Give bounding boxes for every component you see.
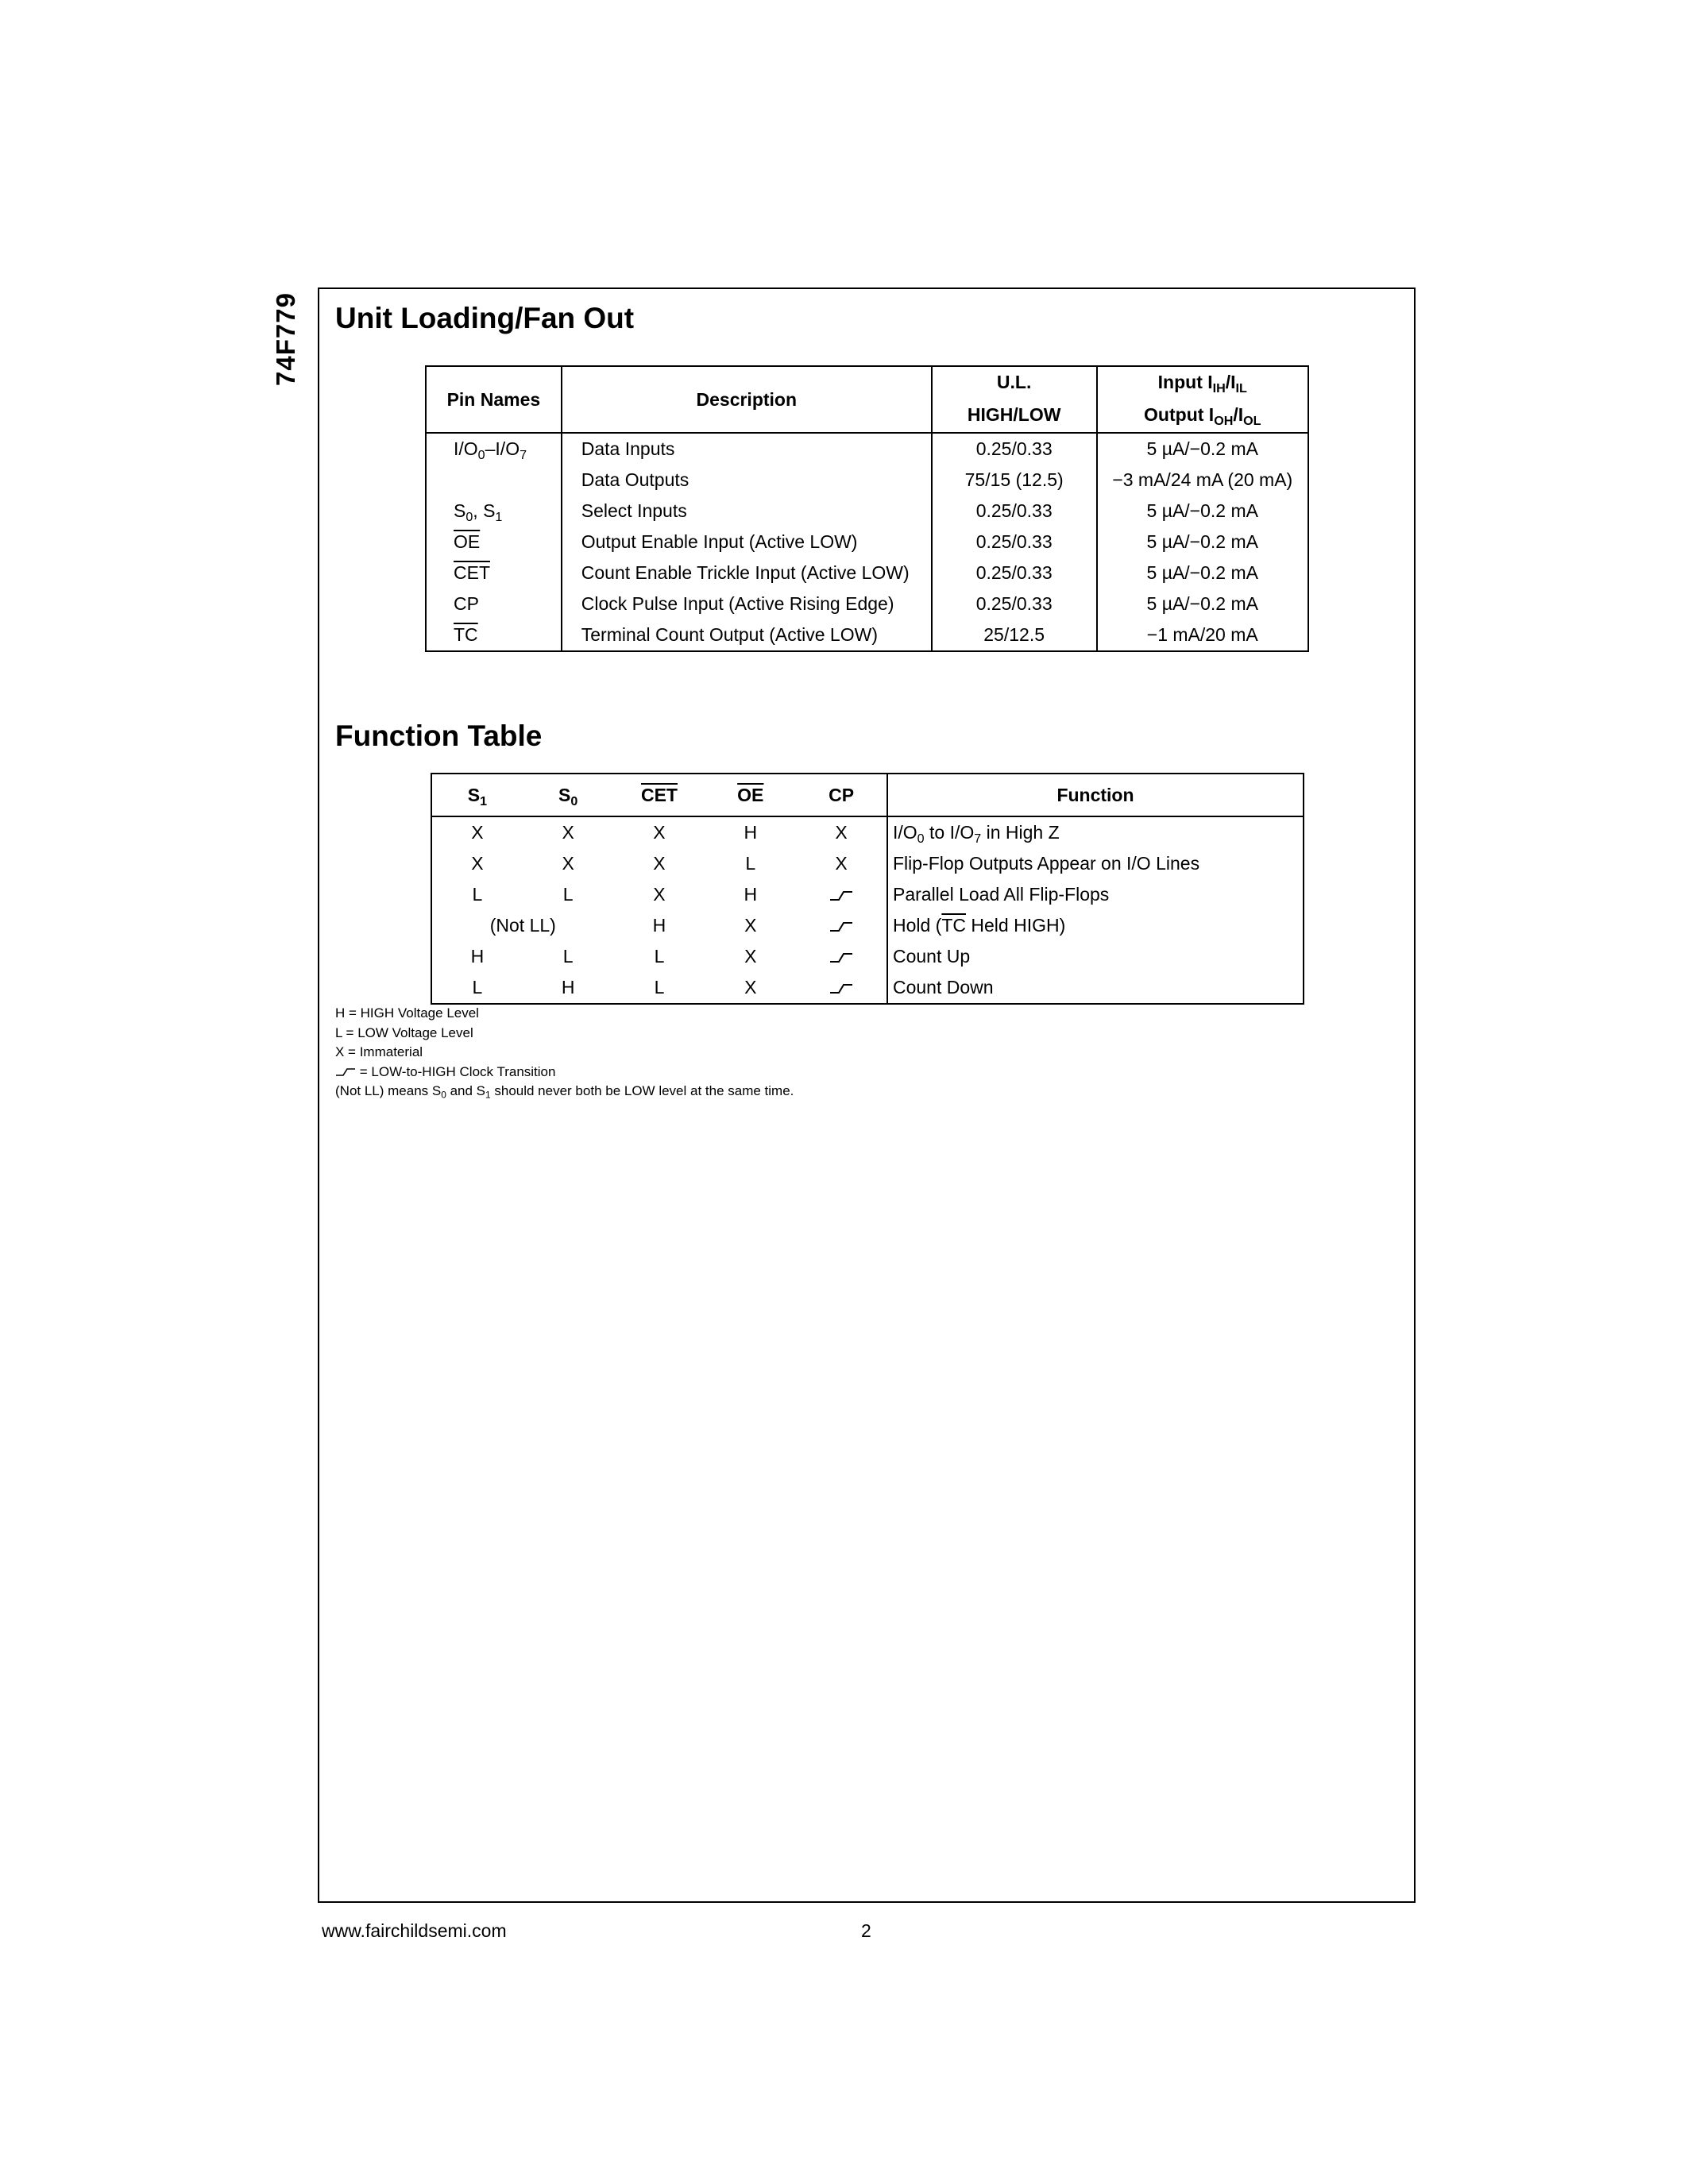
table-row xyxy=(431,879,1304,910)
cp-cell xyxy=(796,879,887,910)
unit-loading-table xyxy=(425,365,1309,652)
table-row xyxy=(426,433,1308,465)
header-output-current: Output $I_{OH}/I_{OL}$ xyxy=(1097,398,1308,433)
pin-description: Clock Pulse Input (Active Rising Edge) xyxy=(562,588,932,619)
table-row xyxy=(426,558,1308,588)
header-function: Function xyxy=(887,774,1304,816)
note-not-ll: (Not LL) means $S_0$ and $S_1$ should never both be LOW level at the same time. xyxy=(335,1083,794,1101)
note-high: H = HIGH Voltage Level xyxy=(335,1005,479,1021)
s1-s0-cell: (Not LL) xyxy=(489,915,556,936)
part-number: 74F779 xyxy=(271,292,300,386)
rising-edge-icon xyxy=(829,952,853,963)
function-table xyxy=(431,773,1304,1005)
note-immaterial: X = Immaterial xyxy=(335,1044,423,1059)
pin-description: Output Enable Input (Active LOW) xyxy=(562,527,932,558)
ul-value: 25/12.5 xyxy=(932,619,1097,651)
pin-description: Data Outputs xyxy=(562,465,932,496)
s1-cell: L xyxy=(472,977,483,997)
s0-cell: X xyxy=(562,822,574,843)
function-cell: Parallel Load All Flip-Flops xyxy=(887,879,1304,910)
header-pin-names: Pin Names xyxy=(426,366,562,433)
current-value: 5 µA/−0.2 mA xyxy=(1097,433,1308,465)
ul-value: 0.25/0.33 xyxy=(932,588,1097,619)
s1-cell: X xyxy=(471,853,484,874)
rising-edge-icon xyxy=(829,983,853,994)
cp-cell xyxy=(796,941,887,972)
table-row xyxy=(431,910,1304,941)
function-cell: Count Up xyxy=(887,941,1304,972)
table-row xyxy=(426,619,1308,651)
header-ul: U.L. xyxy=(932,366,1097,398)
pin-name: $I/O_0-I/O_7$ xyxy=(454,438,527,462)
s0-cell: X xyxy=(562,853,574,874)
header-description: Description xyxy=(562,366,932,433)
oe-cell: X xyxy=(744,977,757,997)
function-cell: $I/O_0$ to $I/O_7$ in High Z xyxy=(887,816,1304,848)
s1-cell: L xyxy=(472,884,483,905)
function-cell: Hold ($\overline{TC}$ Held HIGH) xyxy=(887,910,1304,941)
function-table-notes xyxy=(335,1004,794,1102)
footer-url[interactable]: www.fairchildsemi.com xyxy=(322,1920,507,1941)
table-row xyxy=(426,465,1308,496)
header-cp: CP xyxy=(796,774,887,816)
oe-cell: X xyxy=(744,915,757,936)
part-number-tab xyxy=(270,284,302,395)
rising-edge-icon xyxy=(335,1067,356,1077)
rising-edge-icon xyxy=(829,890,853,901)
pin-description: Count Enable Trickle Input (Active LOW) xyxy=(562,558,932,588)
note-low: L = LOW Voltage Level xyxy=(335,1024,473,1040)
ul-value: 0.25/0.33 xyxy=(932,433,1097,465)
rising-edge-icon xyxy=(829,921,853,932)
table-row xyxy=(431,816,1304,848)
pin-description: Terminal Count Output (Active LOW) xyxy=(562,619,932,651)
header-input-current: Input $I_{IH}/I_{IL}$ xyxy=(1097,366,1308,398)
cet-cell: H xyxy=(652,915,666,936)
cet-cell: X xyxy=(653,853,666,874)
current-value: 5 µA/−0.2 mA xyxy=(1097,558,1308,588)
cp-cell xyxy=(796,910,887,941)
pin-name: $\overline{CET}$ xyxy=(454,562,490,583)
header-cet: $\overline{CET}$ xyxy=(614,774,705,816)
table-row xyxy=(431,972,1304,1004)
function-cell: Flip-Flop Outputs Appear on I/O Lines xyxy=(887,848,1304,879)
ul-value: 0.25/0.33 xyxy=(932,496,1097,527)
current-value: −3 mA/24 mA (20 mA) xyxy=(1097,465,1308,496)
s0-cell: L xyxy=(562,946,574,967)
table-row xyxy=(431,848,1304,879)
current-value: −1 mA/20 mA xyxy=(1097,619,1308,651)
cet-cell: L xyxy=(654,946,665,967)
current-value: 5 µA/−0.2 mA xyxy=(1097,496,1308,527)
ul-value: 0.25/0.33 xyxy=(932,558,1097,588)
oe-cell: H xyxy=(744,822,758,843)
pin-description: Data Inputs xyxy=(562,433,932,465)
ul-value: 75/15 (12.5) xyxy=(932,465,1097,496)
oe-cell: L xyxy=(745,853,756,874)
oe-cell: X xyxy=(744,946,757,967)
oe-cell: H xyxy=(744,884,758,905)
s0-cell: H xyxy=(561,977,575,997)
header-s1: $S_1$ xyxy=(431,774,523,816)
table-row xyxy=(431,941,1304,972)
header-high-low: HIGH/LOW xyxy=(932,398,1097,433)
function-table-title: Function Table xyxy=(335,720,543,752)
cet-cell: X xyxy=(653,884,666,905)
header-s0: $S_0$ xyxy=(523,774,614,816)
cp-cell: X xyxy=(835,822,848,843)
cet-cell: L xyxy=(654,977,665,997)
pin-name: $S_0$, $S_1$ xyxy=(454,500,503,524)
s1-cell: X xyxy=(471,822,484,843)
table-row xyxy=(426,496,1308,527)
current-value: 5 µA/−0.2 mA xyxy=(1097,527,1308,558)
current-value: 5 µA/−0.2 mA xyxy=(1097,588,1308,619)
cp-cell xyxy=(796,972,887,1004)
pin-name: $\overline{TC}$ xyxy=(454,624,478,645)
header-oe: $\overline{OE}$ xyxy=(705,774,796,816)
note-clock-transition xyxy=(335,1063,794,1082)
pin-name: $\overline{OE}$ xyxy=(454,531,481,552)
cp-cell: X xyxy=(835,853,848,874)
pin-name: CP xyxy=(454,593,479,614)
unit-loading-title: Unit Loading/Fan Out xyxy=(335,302,635,334)
pin-name xyxy=(426,465,562,496)
cet-cell: X xyxy=(653,822,666,843)
ul-value: 0.25/0.33 xyxy=(932,527,1097,558)
pin-description: Select Inputs xyxy=(562,496,932,527)
page-number: 2 xyxy=(861,1920,871,1941)
s0-cell: L xyxy=(562,884,574,905)
table-row xyxy=(426,588,1308,619)
function-cell: Count Down xyxy=(887,972,1304,1004)
note-clock-text: = LOW-to-HIGH Clock Transition xyxy=(359,1063,556,1079)
s1-cell: H xyxy=(470,946,485,967)
table-row xyxy=(426,527,1308,558)
